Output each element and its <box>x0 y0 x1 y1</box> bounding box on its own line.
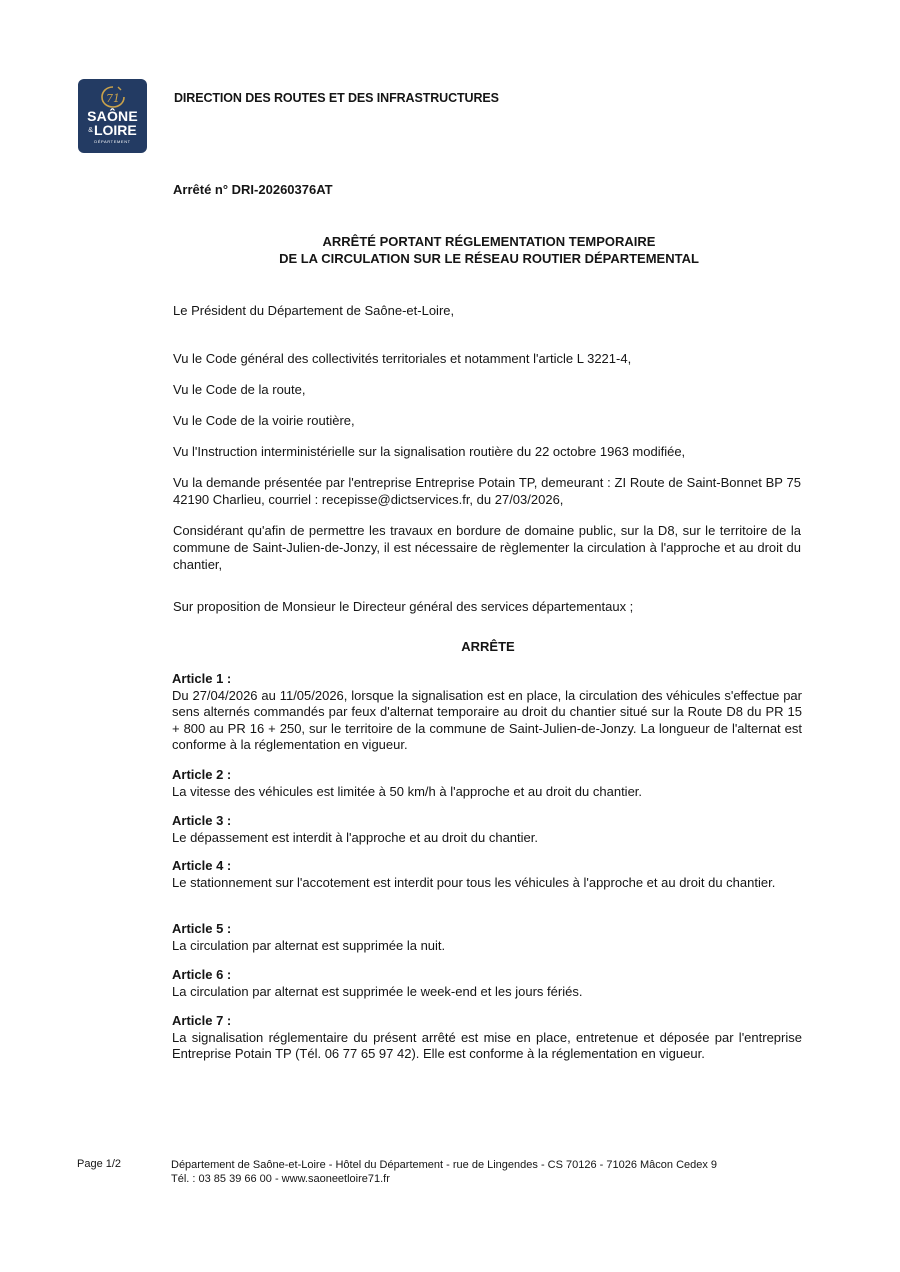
logo-line-loire <box>78 123 147 138</box>
article-2 <box>172 767 802 800</box>
preamble-considerant: Considérant qu'afin de permettre les travaux en bordure de domaine public, sur la D8, sur le territoire de la commune de Saint-Julien-de-Jonzy, il est nécessaire de règlementer la circulation à l'approche et au droit du chantier, <box>173 523 801 572</box>
article-heading: Article 7 : <box>172 1013 232 1028</box>
preamble-vu-demande: Vu la demande présentée par l'entreprise Entreprise Potain TP, demeurant : ZI Route de Saint-Bonnet BP 75 42190 Charlieu, courriel : recepisse@dictservices.fr, du 27/03/2026, <box>173 475 801 507</box>
article-heading: Article 4 : <box>172 858 232 873</box>
footer-address-line: Département de Saône-et-Loire - Hôtel du Département - rue de Lingendes - CS 70126 - 71026 Mâcon Cedex 9 <box>171 1159 718 1171</box>
preamble-proposition: Sur proposition de Monsieur le Directeur général des services départementaux ; <box>173 599 634 614</box>
article-text: Du 27/04/2026 au 11/05/2026, lorsque la signalisation est en place, la circulation des véhicules s'effectue par sens alternés commandés par feux d'alternat temporaire au droit du chantier situé sur la Route D8 du PR 15 + 800 au PR 16 + 250, sur le territoire de la commune de Saint-Julien-de-Jonzy. La longueur de l'alternat est conforme à la réglementation en vigueur. <box>172 687 802 752</box>
article-text: Le stationnement sur l'accotement est interdit pour tous les véhicules à l'approche et au droit du chantier. <box>172 874 776 890</box>
logo-ampersand: & <box>88 127 93 135</box>
article-heading: Article 5 : <box>172 921 232 936</box>
article-7 <box>172 1013 802 1063</box>
arrete-heading: ARRÊTE <box>461 639 515 654</box>
article-text: La signalisation réglementaire du présent arrêté est mise en place, entretenue et déposée par l'entreprise Entreprise Potain TP (Tél. 06 77 65 97 42). Elle est conforme à la réglementation en vigueur. <box>172 1029 802 1061</box>
logo-line-departement: DÉPARTEMENT <box>94 139 131 144</box>
page-number: Page 1/2 <box>77 1158 122 1170</box>
preamble-vu-code-route: Vu le Code de la route, <box>173 382 306 397</box>
preamble-vu-code-collectivites: Vu le Code général des collectivités territoriales et notamment l'article L 3221-4, <box>173 351 632 366</box>
article-text: La vitesse des véhicules est limitée à 50 km/h à l'approche et au droit du chantier. <box>172 783 643 799</box>
department-logo <box>78 79 147 153</box>
article-heading: Article 3 : <box>172 813 232 828</box>
preamble-vu-code-voirie: Vu le Code de la voirie routière, <box>173 413 355 428</box>
article-heading: Article 1 : <box>172 671 232 686</box>
article-text: La circulation par alternat est supprimée la nuit. <box>172 937 446 953</box>
decree-reference: Arrêté n° DRI-20260376AT <box>173 182 333 197</box>
preamble-president: Le Président du Département de Saône-et-Loire, <box>173 303 455 318</box>
article-3 <box>172 813 802 846</box>
preamble-vu-instruction: Vu l'Instruction interministérielle sur la signalisation routière du 22 octobre 1963 modifiée, <box>173 444 686 459</box>
article-5 <box>172 921 802 954</box>
article-heading: Article 6 : <box>172 967 232 982</box>
decree-title-line-2: DE LA CIRCULATION SUR LE RÉSEAU ROUTIER DÉPARTEMENTAL <box>279 251 699 266</box>
article-text: La circulation par alternat est supprimée le week-end et les jours fériés. <box>172 983 583 999</box>
svg-text:71: 71 <box>106 92 120 105</box>
logo-line-saone: SAÔNE <box>87 108 138 124</box>
decree-title <box>174 233 804 267</box>
direction-heading: DIRECTION DES ROUTES ET DES INFRASTRUCTURES <box>174 91 499 105</box>
article-1 <box>172 671 802 754</box>
decree-title-line-1: ARRÊTÉ PORTANT RÉGLEMENTATION TEMPORAIRE <box>322 234 656 249</box>
article-text: Le dépassement est interdit à l'approche et au droit du chantier. <box>172 829 538 845</box>
article-heading: Article 2 : <box>172 767 232 782</box>
footer-contact-line: Tél. : 03 85 39 66 00 - www.saoneetloire71.fr <box>171 1173 390 1185</box>
article-4 <box>172 858 802 891</box>
footer-address <box>171 1158 717 1186</box>
logo-line-loire-text: LOIRE <box>93 122 137 138</box>
logo-monogram-icon <box>100 85 126 109</box>
article-6 <box>172 967 802 1000</box>
